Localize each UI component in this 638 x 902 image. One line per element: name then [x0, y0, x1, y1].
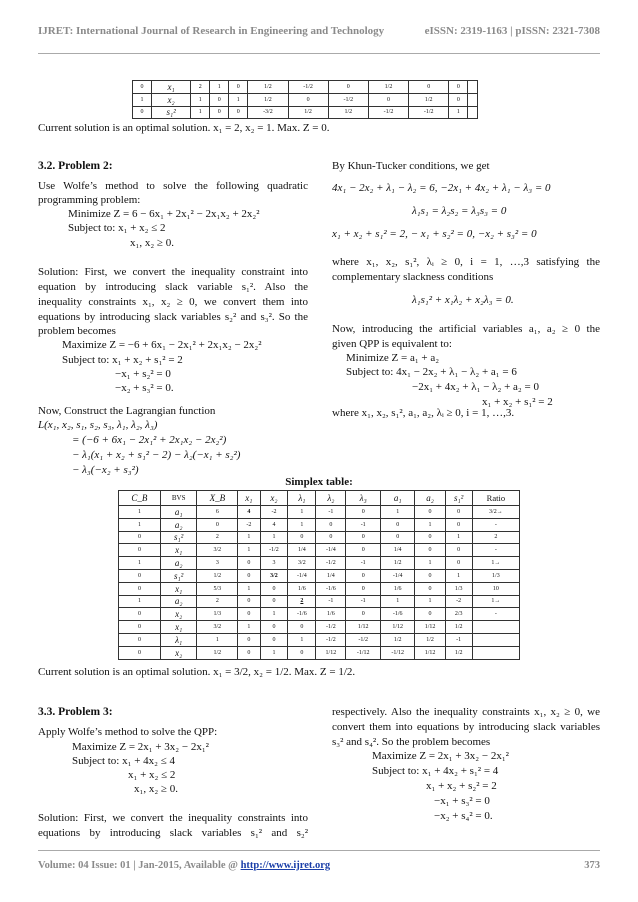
simplex-cell: 1/2 [415, 633, 445, 646]
simplex-cell: 0 [238, 633, 260, 646]
simplex-cell: -1/12 [346, 646, 381, 659]
simplex-cell: 0 [260, 621, 288, 634]
simplex-cell: 0 [119, 646, 161, 659]
simplex-cell: 0 [119, 569, 161, 582]
simplex-cell: 1 [415, 518, 445, 531]
top-result: Current solution is an optimal solution. x₁ = 2, x₂ = 1. Max. Z = 0. [38, 122, 330, 134]
simplex-title: Simplex table: [285, 476, 353, 488]
simplex-cell: 1 [238, 621, 260, 634]
simplex-cell: 1/2 [380, 557, 415, 570]
simplex-cell: x₂ [160, 608, 197, 621]
footer-volume-text: Volume: 04 Issue: 01 | Jan-2015, Available @ [38, 860, 238, 871]
problem2-intro-2: programming problem: [38, 194, 141, 206]
top-table-cell: 0 [409, 81, 449, 94]
lagrangian-1: L(x₁, x₂, s₁, s₂, s₃, λ₁, λ₂, λ₃) [38, 419, 158, 431]
simplex-cell: 0 [238, 608, 260, 621]
simplex-cell [472, 646, 519, 659]
top-table-row [133, 106, 478, 119]
simplex-cell: 0 [260, 582, 288, 595]
simplex-header-cell: x₁ [238, 491, 260, 506]
simplex-cell: 0 [316, 518, 346, 531]
problem3-maximize: Maximize Z = 2x₁ + 3x₂ − 2x₁² [72, 741, 209, 753]
simplex-cell: 1 [260, 608, 288, 621]
simplex-cell: 1/6 [380, 582, 415, 595]
top-table-row [133, 81, 478, 94]
simplex-cell: -1/2 [316, 557, 346, 570]
simplex-row [119, 621, 520, 634]
top-table-cell: 1 [229, 93, 248, 106]
problem3-c2: x₁ + x₂ ≤ 2 [128, 769, 176, 781]
simplex-header-cell: a₁ [380, 491, 415, 506]
artificial-line-2: given QPP is equivalent to: [332, 338, 452, 350]
simplex-cell: a₂ [160, 518, 197, 531]
simplex-cell: 1/6 [288, 582, 316, 595]
top-table-cell: 1 [133, 93, 152, 106]
complementary-eq: λ₁s₁² + x₁λ₂ + x₂λ₃ = 0. [412, 294, 514, 306]
simplex-cell: 0 [288, 646, 316, 659]
kt-eq-1: 4x₁ − 2x₂ + λ₁ − λ₂ = 6, −2x₁ + 4x₂ + λ₁ − λ₃ = 0 [332, 182, 551, 194]
simplex-cell: -1/2 [316, 621, 346, 634]
simplex-cell: 1/3 [197, 608, 238, 621]
simplex-cell: 0 [346, 608, 381, 621]
simplex-cell: 1 [445, 531, 472, 544]
simplex-row [119, 557, 520, 570]
simplex-cell: 0 [346, 544, 381, 557]
simplex-cell: 1 [415, 595, 445, 608]
top-table-cell: 1/2 [248, 93, 288, 106]
simplex-header-cell: Ratio [472, 491, 519, 506]
page-header [38, 8, 600, 54]
simplex-cell: 1/12 [346, 621, 381, 634]
simplex-cell: 1 [260, 531, 288, 544]
problem3-c3: x₁, x₂ ≥ 0. [134, 783, 178, 795]
simplex-cell: 2 [288, 595, 316, 608]
simplex-cell: -1/6 [288, 608, 316, 621]
simplex-cell: 1/2 [197, 646, 238, 659]
problem3-right-c3: −x₁ + s₃² = 0 [434, 795, 490, 807]
problem3-right-3: s₃² and s₄². So the problem becomes [332, 736, 491, 748]
equiv-minimize: Minimize Z = a₁ + a₂ [346, 352, 440, 364]
simplex-cell: a₂ [160, 595, 197, 608]
lagrangian-3: − λ₁(x₁ + x₂ + s₁² − 2) − λ₂(−x₁ + s₂²) [72, 449, 241, 461]
simplex-cell: 1/12 [316, 646, 346, 659]
simplex-cell: 1/2 [445, 621, 472, 634]
top-table-cell: -1/2 [368, 106, 408, 119]
problem3-right-2: convert them into equations by introducing slack variables [332, 721, 600, 733]
simplex-cell: -1/12 [380, 646, 415, 659]
lagrangian-4: − λ₃(−x₂ + s₃²) [72, 464, 139, 476]
simplex-cell: 1/6 [316, 608, 346, 621]
top-table-cell: 0 [210, 93, 229, 106]
top-table-cell [468, 106, 478, 119]
simplex-cell: 0 [119, 608, 161, 621]
simplex-cell: - [472, 518, 519, 531]
simplex-row [119, 544, 520, 557]
simplex-row [119, 531, 520, 544]
simplex-cell: -1/2 [260, 544, 288, 557]
simplex-cell [472, 633, 519, 646]
simplex-cell: 0 [119, 582, 161, 595]
problem2-constraint: Subject to: x₁ + x₂ ≤ 2 [68, 222, 166, 234]
simplex-cell: 6 [197, 506, 238, 519]
simplex-header-cell: λ₁ [288, 491, 316, 506]
top-table-cell: 1/2 [248, 81, 288, 94]
simplex-cell: 0 [346, 582, 381, 595]
top-table-cell: -1/2 [288, 81, 328, 94]
simplex-cell: 1→ [472, 595, 519, 608]
page-number: 373 [584, 860, 600, 871]
problem2-objective: Minimize Z = 6 − 6x₁ + 2x₁² − 2x₁x₂ + 2x₂² [68, 208, 260, 220]
simplex-cell: 1 [238, 544, 260, 557]
top-table [132, 80, 478, 119]
simplex-cell: 0 [238, 569, 260, 582]
simplex-cell: 0 [380, 518, 415, 531]
simplex-cell: 1/12 [415, 621, 445, 634]
simplex-cell: -1/4 [316, 544, 346, 557]
simplex-cell: -1 [346, 518, 381, 531]
simplex-cell: 0 [288, 621, 316, 634]
simplex-cell: 1/2 [380, 633, 415, 646]
simplex-cell: 0 [346, 506, 381, 519]
simplex-cell: -1/6 [380, 608, 415, 621]
kt-eq-2: λ₁s₁ = λ₂s₂ = λ₃s₃ = 0 [412, 205, 507, 217]
simplex-cell: 0 [380, 531, 415, 544]
top-table-row [133, 93, 478, 106]
simplex-cell: 1/4 [380, 544, 415, 557]
simplex-cell: 1 [288, 633, 316, 646]
problem3-right-1: respectively. Also the inequality constraints x₁, x₂ ≥ 0, we [332, 706, 600, 718]
simplex-cell: 2 [472, 531, 519, 544]
simplex-cell: 0 [288, 531, 316, 544]
simplex-cell: 0 [260, 595, 288, 608]
simplex-cell: 0 [415, 544, 445, 557]
simplex-cell: 1 [445, 569, 472, 582]
solution-line-4: equations by introducing slack variables s₂² and s₃². So the [38, 311, 308, 323]
simplex-cell: 1 [119, 506, 161, 519]
simplex-cell: 0 [445, 557, 472, 570]
top-table-cell: 0 [210, 106, 229, 119]
simplex-cell: 0 [119, 633, 161, 646]
simplex-cell: 1 [197, 633, 238, 646]
problem3-right-c2: x₁ + x₂ + s₂² = 2 [426, 780, 497, 792]
problem2-maximize: Maximize Z = −6 + 6x₁ − 2x₁² + 2x₁x₂ − 2x₂² [62, 339, 262, 351]
simplex-cell: 1/12 [380, 621, 415, 634]
simplex-header-cell: s₁² [445, 491, 472, 506]
simplex-cell: -1/4 [380, 569, 415, 582]
simplex-cell: 5/3 [197, 582, 238, 595]
simplex-cell: 1 [119, 595, 161, 608]
simplex-cell: 2 [197, 531, 238, 544]
top-table-cell: 0 [449, 81, 468, 94]
page-footer [38, 850, 600, 880]
issn: eISSN: 2319-1163 | pISSN: 2321-7308 [424, 24, 600, 37]
simplex-row [119, 595, 520, 608]
simplex-cell: 0 [238, 557, 260, 570]
simplex-cell: -1 [445, 633, 472, 646]
simplex-row [119, 582, 520, 595]
problem3-st: Subject to: x₁ + 4x₂ ≤ 4 [72, 755, 176, 767]
simplex-table [118, 490, 520, 660]
simplex-cell: 0 [119, 531, 161, 544]
simplex-cell: a₁ [160, 506, 197, 519]
top-table-cell: 1/2 [368, 81, 408, 94]
equiv-st: Subject to: 4x₁ − 2x₂ + λ₁ − λ₂ + a₁ = 6 [346, 366, 517, 378]
simplex-cell: 3 [197, 557, 238, 570]
simplex-cell: s₁² [160, 531, 197, 544]
simplex-cell: 1 [119, 557, 161, 570]
problem2-c3: −x₂ + s₃² = 0. [115, 382, 174, 394]
simplex-cell: 3/2→ [472, 506, 519, 519]
simplex-row [119, 518, 520, 531]
simplex-cell: 3/2 [197, 544, 238, 557]
mid-result: Current solution is an optimal solution. x₁ = 3/2, x₂ = 1/2. Max. Z = 1/2. [38, 666, 356, 678]
simplex-header-cell: λ₂ [316, 491, 346, 506]
top-table-cell: 1/2 [288, 106, 328, 119]
simplex-cell: 2/3 [445, 608, 472, 621]
simplex-cell: 2 [197, 595, 238, 608]
top-table-cell: s₁² [152, 106, 191, 119]
simplex-cell: 0 [445, 544, 472, 557]
lagrangian-2: = (−6 + 6x₁ − 2x₁² + 2x₁x₂ − 2x₂²) [72, 434, 227, 446]
simplex-cell: x₁ [160, 582, 197, 595]
simplex-cell: 0 [415, 569, 445, 582]
simplex-cell: 0 [415, 506, 445, 519]
problem3-right-c4: −x₂ + s₄² = 0. [434, 810, 493, 822]
simplex-row [119, 608, 520, 621]
top-table-cell: -1/2 [328, 93, 368, 106]
equiv-c3: x₁ + x₂ + s₁² = 2 [482, 396, 553, 408]
simplex-cell: 0 [415, 608, 445, 621]
top-table-cell [468, 93, 478, 106]
simplex-row [119, 646, 520, 659]
top-table-cell: 0 [133, 106, 152, 119]
problem3-right-st: Subject to: x₁ + 4x₂ + s₁² = 4 [372, 765, 499, 777]
footer-volume [38, 860, 330, 871]
simplex-row [119, 506, 520, 519]
problem3-right-max: Maximize Z = 2x₁ + 3x₂ − 2x₁² [372, 750, 509, 762]
simplex-cell: 1 [288, 518, 316, 531]
problem2-c2: −x₁ + s₂² = 0 [115, 368, 171, 380]
simplex-header-cell: X_B [197, 491, 238, 506]
simplex-header-cell: C_B [119, 491, 161, 506]
simplex-cell: s₁² [160, 569, 197, 582]
simplex-cell: 1 [260, 646, 288, 659]
simplex-header-cell: λ₃ [346, 491, 381, 506]
journal-title: IJRET: International Journal of Research in Engineering and Technology [38, 24, 385, 37]
top-table-cell: 0 [133, 81, 152, 94]
simplex-cell: 0 [415, 582, 445, 595]
simplex-cell: -2 [445, 595, 472, 608]
where-line-3: where x₁, x₂, s₁², a₁, a₂, λᵢ ≥ 0, i = 1, …,3. [332, 407, 515, 419]
kt-eq-3: x₁ + x₂ + s₁² = 2, − x₁ + s₂² = 0, −x₂ + s₃² = 0 [332, 228, 537, 240]
artificial-line-1: Now, introducing the artificial variables a₁, a₂ ≥ 0 the [332, 323, 600, 335]
simplex-cell: 1 [380, 595, 415, 608]
simplex-cell: 0 [238, 646, 260, 659]
simplex-cell: x₁ [160, 544, 197, 557]
simplex-cell: 1/4 [316, 569, 346, 582]
simplex-cell: 1 [380, 506, 415, 519]
top-table-cell: 0 [229, 81, 248, 94]
simplex-cell: 3/2 [260, 569, 288, 582]
simplex-cell: 0 [238, 595, 260, 608]
top-table-cell: 2 [191, 81, 210, 94]
simplex-cell: 1→ [472, 557, 519, 570]
where-line-2: complementary slackness conditions [332, 271, 494, 283]
simplex-cell: 1 [119, 518, 161, 531]
simplex-cell: 3/2 [288, 557, 316, 570]
top-table-cell: 0 [328, 81, 368, 94]
problem2-intro-1: Use Wolfe’s method to solve the following quadratic [38, 180, 308, 192]
simplex-cell: 4 [260, 518, 288, 531]
problem3-intro: Apply Wolfe’s method to solve the QPP: [38, 726, 218, 738]
simplex-cell: 0 [346, 569, 381, 582]
simplex-cell: 3/2 [197, 621, 238, 634]
simplex-cell: 1/2 [445, 646, 472, 659]
simplex-cell: 0 [316, 531, 346, 544]
simplex-cell: λ₁ [160, 633, 197, 646]
simplex-cell: x₂ [160, 646, 197, 659]
simplex-cell: a₂ [160, 557, 197, 570]
simplex-header-cell: BVS [160, 491, 197, 506]
simplex-cell: -1/2 [316, 633, 346, 646]
top-table-cell: 0 [368, 93, 408, 106]
simplex-row [119, 633, 520, 646]
simplex-cell: 1 [238, 531, 260, 544]
simplex-cell: -1/4 [288, 569, 316, 582]
simplex-cell: 1 [238, 582, 260, 595]
simplex-cell: 1/3 [445, 582, 472, 595]
top-table-cell: 1/2 [409, 93, 449, 106]
problem3-heading: 3.3. Problem 3: [38, 706, 113, 718]
simplex-cell: -1 [346, 557, 381, 570]
simplex-cell: -1 [316, 595, 346, 608]
simplex-header-cell: a₂ [415, 491, 445, 506]
top-table-cell: 0 [449, 93, 468, 106]
top-table-cell: 1 [210, 81, 229, 94]
top-table-cell: 0 [229, 106, 248, 119]
simplex-cell: 0 [445, 506, 472, 519]
simplex-cell: 1/4 [288, 544, 316, 557]
solution-line-1: Solution: First, we convert the inequality constraint into [38, 266, 308, 278]
top-table-cell: -3/2 [248, 106, 288, 119]
simplex-cell: 10 [472, 582, 519, 595]
simplex-cell: -1/6 [316, 582, 346, 595]
solution-line-3: inequality constraints x₁, x₂ ≥ 0, we convert them into [38, 296, 308, 308]
simplex-cell: 0 [197, 518, 238, 531]
simplex-cell: 1/3 [472, 569, 519, 582]
simplex-cell: 1/12 [415, 646, 445, 659]
problem2-st2: Subject to: x₁ + x₂ + s₁² = 2 [62, 354, 183, 366]
simplex-cell: -1 [316, 506, 346, 519]
simplex-cell: - [472, 544, 519, 557]
simplex-header-cell: x₂ [260, 491, 288, 506]
simplex-cell: -1/2 [346, 633, 381, 646]
top-table-cell: 1 [449, 106, 468, 119]
simplex-row [119, 569, 520, 582]
simplex-cell: 0 [415, 531, 445, 544]
simplex-cell: 1 [288, 506, 316, 519]
problem3-sol-1: Solution: First, we convert the inequality constraints into [38, 812, 308, 824]
kt-intro: By Khun-Tucker conditions, we get [332, 160, 490, 172]
equiv-c2: −2x₁ + 4x₂ + λ₁ − λ₂ + a₂ = 0 [412, 381, 539, 393]
problem3-sol-2: equations by introducing slack variables s₁² and s₂² [38, 827, 308, 839]
where-line-1: where x₁, x₂, s₁², λᵢ ≥ 0, i = 1, …,3 satisfying the [332, 256, 600, 268]
simplex-cell: -2 [260, 506, 288, 519]
top-table-cell: x₂ [152, 93, 191, 106]
simplex-cell: -1 [346, 595, 381, 608]
simplex-cell: 1 [415, 557, 445, 570]
solution-line-5: problem becomes [38, 325, 116, 337]
simplex-cell: 0 [119, 621, 161, 634]
top-table-cell: -1/2 [409, 106, 449, 119]
solution-line-2: equation by introducing slack variable s₁². Also the [38, 281, 308, 293]
problem2-heading: 3.2. Problem 2: [38, 160, 113, 172]
simplex-cell [472, 621, 519, 634]
simplex-cell: - [472, 608, 519, 621]
simplex-cell: 3 [260, 557, 288, 570]
footer-link[interactable]: http://www.ijret.org [240, 860, 331, 871]
simplex-cell: 0 [346, 531, 381, 544]
top-table-cell: 0 [288, 93, 328, 106]
top-table-cell: 1 [191, 93, 210, 106]
simplex-cell: 1/2 [197, 569, 238, 582]
top-table-cell: 1 [191, 106, 210, 119]
top-table-cell: 1/2 [328, 106, 368, 119]
simplex-cell: 0 [119, 544, 161, 557]
simplex-cell: 0 [260, 633, 288, 646]
simplex-cell: 0 [445, 518, 472, 531]
lagrangian-intro: Now, Construct the Lagrangian function [38, 405, 216, 417]
problem2-nonneg: x₁, x₂ ≥ 0. [130, 237, 174, 249]
simplex-header-row [119, 491, 520, 506]
top-table-cell [468, 81, 478, 94]
simplex-cell: x₁ [160, 621, 197, 634]
simplex-cell: 4 [238, 506, 260, 519]
simplex-cell: -2 [238, 518, 260, 531]
top-table-cell: x₁ [152, 81, 191, 94]
